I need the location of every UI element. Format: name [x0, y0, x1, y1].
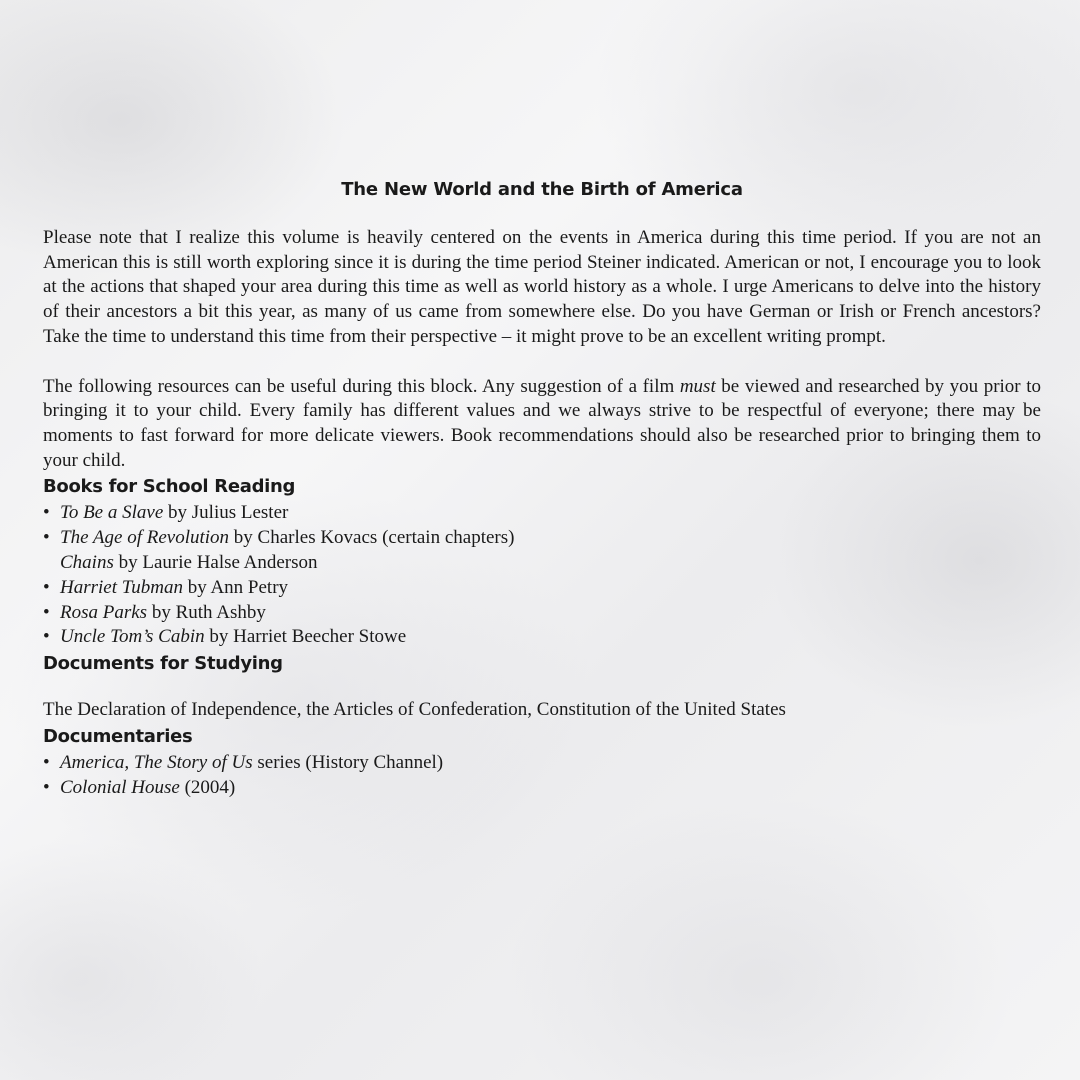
documents-text: The Declaration of Independence, the Articles of Confederation, Constitution of the United States — [43, 699, 786, 721]
bullet-icon: • — [43, 576, 50, 598]
book-author: by Ann Petry — [183, 576, 289, 598]
books-list — [43, 501, 1041, 650]
book-item — [43, 625, 1041, 650]
documentary-detail: series (History Channel) — [252, 751, 444, 773]
documentaries-list — [43, 751, 1041, 801]
book-author: by Ruth Ashby — [147, 601, 266, 623]
bullet-icon: • — [43, 502, 50, 524]
resources-paragraph-emphasis: must — [679, 375, 716, 397]
documentary-detail: (2004) — [179, 776, 236, 798]
book-title: Rosa Parks — [60, 601, 148, 623]
book-title: Harriet Tubman — [60, 576, 183, 598]
book-item — [43, 576, 1041, 601]
bullet-icon: • — [43, 527, 50, 549]
documentaries-heading: Documentaries — [43, 725, 193, 747]
book-title: The Age of Revolution — [60, 527, 230, 549]
page-title: The New World and the Birth of America — [341, 179, 743, 200]
book-item — [43, 526, 1041, 551]
book-title: To Be a Slave — [60, 502, 164, 524]
documentary-title: America, The Story of Us — [60, 751, 253, 773]
bullet-icon: • — [43, 601, 50, 623]
documentary-title: Colonial House — [60, 776, 180, 798]
book-title: Uncle Tom’s Cabin — [60, 626, 205, 648]
bullet-icon: • — [43, 751, 50, 773]
bullet-icon: • — [43, 626, 50, 648]
page-content — [43, 176, 1041, 801]
book-author: by Harriet Beecher Stowe — [204, 626, 407, 648]
resources-paragraph — [43, 375, 1041, 474]
documents-heading: Documents for Studying — [43, 653, 283, 675]
books-heading: Books for School Reading — [43, 476, 296, 498]
book-author: by Julius Lester — [163, 502, 289, 524]
book-author: by Charles Kovacs (certain chapters) — [229, 527, 515, 549]
book-author: by Laurie Halse Anderson — [113, 551, 318, 573]
book-item — [43, 501, 1041, 526]
resources-paragraph-end: be viewed and researched by you prior to bringing it to your child. Every family has different values and we always strive to be respectful of everyone; there may be moments to fast forward for more delicate viewers. Book recommendations should also be researched prior to bringing them to your child. — [43, 375, 1041, 471]
bullet-icon: • — [43, 776, 50, 798]
book-item — [43, 551, 1041, 576]
book-item — [43, 601, 1041, 626]
documentary-item — [43, 751, 1041, 776]
documentary-item — [43, 776, 1041, 801]
book-title: Chains — [60, 551, 114, 573]
resources-paragraph-start: The following resources can be useful during this block. Any suggestion of a film — [43, 375, 680, 397]
intro-paragraph: Please note that I realize this volume is heavily centered on the events in America during this time period. If you are not an American this is still worth exploring since it is during the time period Steiner indicated. American or not, I encourage you to look at the actions that shaped your area during this time as well as world history as a whole. I urge Americans to delve into the history of their ancestors a bit this year, as many of us came from somewhere else. Do you have German or Irish or French ancestors? Take the time to understand this time from their perspective – it might prove to be an excellent writing prompt. — [43, 227, 1041, 347]
